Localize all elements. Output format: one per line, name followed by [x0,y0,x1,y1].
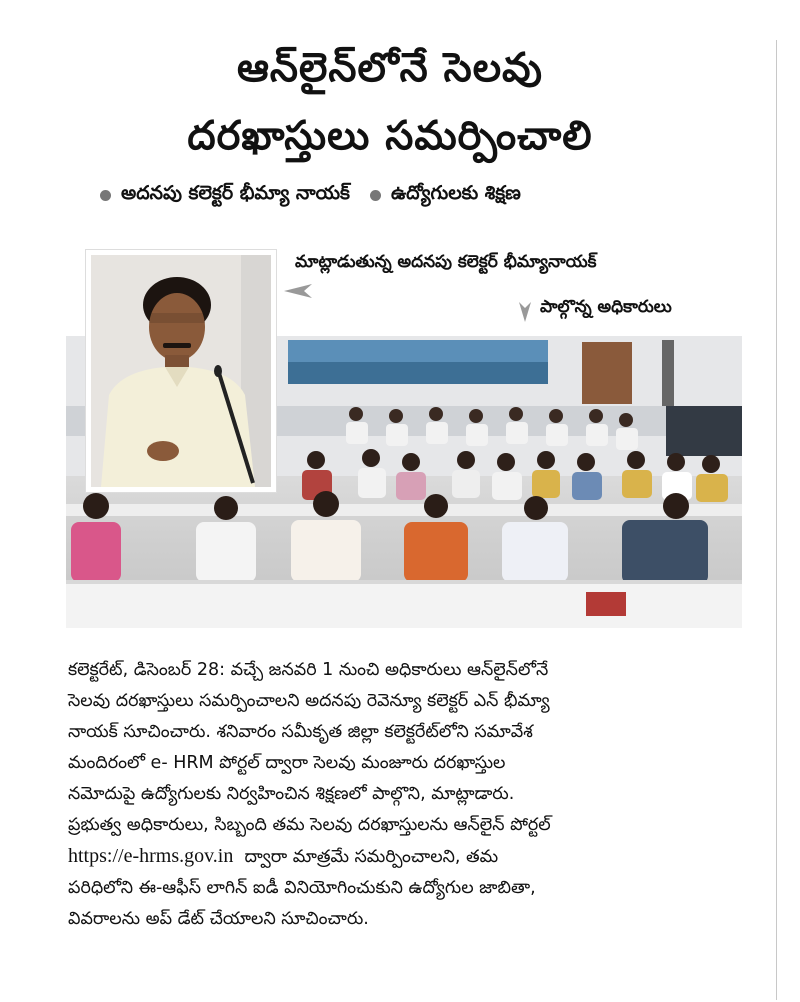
headline-line-1: ఆన్‌లైన్‌లోనే సెలవు [237,45,543,91]
subhead-1 [100,182,350,209]
portal-url: https://e-hrms.gov.in [68,845,234,867]
url-line-rest: ద్వారా మాత్రమే సమర్పించాలని, తమ [244,847,499,867]
article-line: పరిధిలోని ఈ-ఆఫీస్ లాగిన్ ఐడీ వినియోగించుకుని ఉద్యోగుల జాబితా, [68,878,536,898]
speaker-photo [86,250,276,492]
headline-line-2: దరఖాస్తులు సమర్పించాలి [187,113,593,159]
article-body [68,655,748,935]
subhead-2-text: ఉద్యోగులకు శిక్షణ [390,182,521,204]
article-line: నాయక్ సూచించారు. శనివారం సమీకృత జిల్లా కలెక్టరేట్‌లోని సమావేశ [68,722,533,742]
article-line: ప్రభుత్వ అధికారులు, సిబ్బంది తమ సెలవు దరఖాస్తులను ఆన్‌లైన్ పోర్టల్ [68,815,551,835]
arrow-down-icon [518,300,532,324]
article-line: కలెక్టరేట్, డిసెంబర్ 28: వచ్చే జనవరి 1 నుంచి అధికారులు ఆన్‌లైన్‌లోనే [68,660,549,680]
subheads [100,182,740,209]
audience-caption: పాల్గొన్న అధికారులు [540,297,672,317]
bullet-icon [100,190,111,201]
bullet-icon [370,190,381,201]
article-line: సెలవు దరఖాస్తులు సమర్పించాలని అదనపు రెవెన్యూ కలెక్టర్ ఎన్ భీమ్యా [68,691,550,711]
article-line: మందిరంలో e- HRM పోర్టల్ ద్వారా సెలవు మంజూరు దరఖాస్తుల [68,753,506,773]
article-line: వివరాలను అప్ డేట్ చేయాలని సూచించారు. [68,909,369,929]
subhead-1-text: అదనపు కలెక్టర్ భీమ్యా నాయక్ [121,182,350,204]
article-line-url [68,841,748,873]
subhead-2 [370,182,521,209]
speaker-caption: మాట్లాడుతున్న అదనపు కలెక్టర్ భీమ్యానాయక్ [295,252,597,272]
column-rule [776,40,777,1000]
article-line: నమోదుపై ఉద్యోగులకు నిర్వహించిన శిక్షణలో పాల్గొని, మాట్లాడారు. [68,784,515,804]
speaker-illustration [91,255,271,487]
arrow-left-icon [282,282,314,300]
